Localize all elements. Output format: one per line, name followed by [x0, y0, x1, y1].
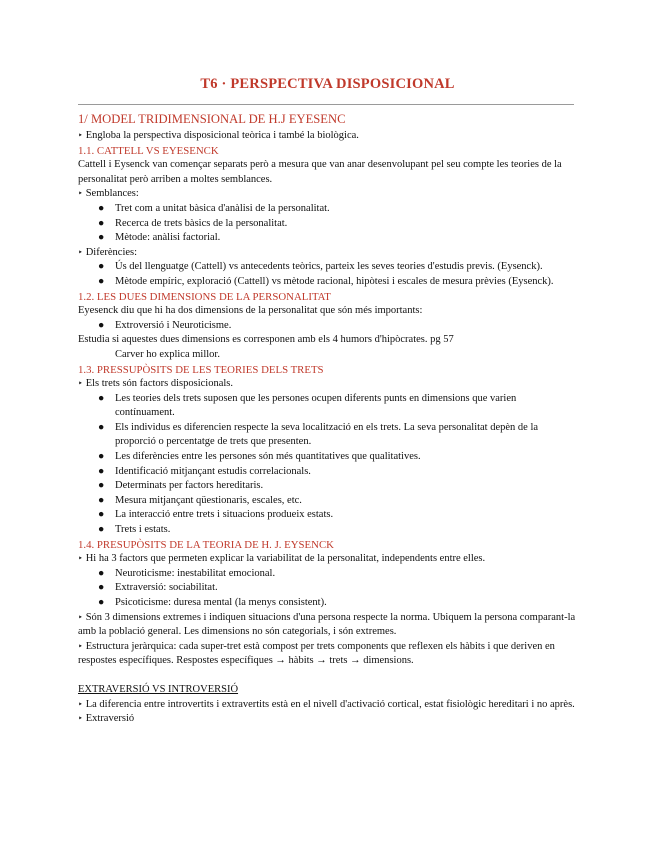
triangle-bullet-icon: ‣: [78, 379, 83, 389]
subsection-heading-cattell: 1.1. CATTELL VS EYESENCK: [78, 144, 219, 157]
list-item: ● Psicoticisme: duresa mental (la menys consistent).: [78, 596, 576, 611]
section-heading-model: 1/ MODEL TRIDIMENSIONAL DE H.J EYESENC: [78, 112, 346, 126]
list-item: ● Determinats per factors hereditaris.: [78, 479, 576, 494]
title-divider: [78, 104, 574, 105]
paragraph: ‣ Els trets són factors disposicionals.: [78, 378, 233, 390]
list-item: ● Mesura mitjançant qüestionaris, escales, etc.: [78, 494, 576, 509]
bullet-icon: ●: [98, 217, 105, 229]
triangle-bullet-icon: ‣: [78, 554, 83, 564]
triangle-bullet-icon: ‣: [78, 714, 83, 724]
paragraph: ‣ La diferencia entre introvertits i extravertits està en el nivell d'activació cortical, estat fisiològic hereditari i no après.: [78, 698, 575, 710]
triangle-bullet-icon: ‣: [78, 699, 83, 709]
bullet-icon: ●: [98, 465, 105, 477]
paragraph: Estudia si aquestes dues dimensions es corresponen amb els 4 humors d'hipòcrates. pg 57: [78, 334, 454, 346]
bullet-icon: ●: [98, 392, 105, 404]
pressuposits-list: [78, 392, 576, 538]
paragraph: ‣ Extraversió: [78, 713, 135, 725]
bullet-icon: ●: [98, 232, 105, 244]
paragraph: ‣ Diferències:: [78, 246, 138, 258]
paragraph: Carver ho explica millor.: [115, 348, 220, 360]
paragraph: ‣ Semblances:: [78, 188, 139, 200]
page-title: T6 · PERSPECTIVA DISPOSICIONAL: [200, 76, 455, 92]
subsection-heading-pressuposits: 1.3. PRESSUPÒSITS DE LES TEORIES DELS TRETS: [78, 363, 324, 376]
list-item: ● Tret com a unitat bàsica d'anàlisi de la personalitat.: [78, 202, 576, 217]
bullet-icon: ●: [98, 202, 105, 214]
bullet-icon: ●: [98, 261, 105, 273]
document-body: [78, 110, 576, 727]
list-item: ● Trets i estats.: [78, 523, 576, 538]
list-item: ● Extraversió: sociabilitat.: [78, 581, 576, 596]
paragraph: ‣ Engloba la perspectiva disposicional teòrica i també la biològica.: [78, 130, 359, 141]
subsection-heading-dimensions: 1.2. LES DUES DIMENSIONS DE LA PERSONALITAT: [78, 290, 331, 303]
list-item: ● Recerca de trets bàsics de la personalitat.: [78, 217, 576, 232]
list-item: ● La interacció entre trets i situacions produeix estats.: [78, 508, 576, 523]
triangle-bullet-icon: ‣: [78, 247, 83, 257]
bullet-icon: ●: [98, 319, 105, 331]
paragraph: ‣ Estructura jeràrquica: cada super-tret està compost per trets components que reflexen els hàbits i que deriven en respostes específiques. Respostes específiques → hàbits → trets → dimensions.: [78, 640, 555, 667]
section-heading-extraversio: EXTRAVERSIÓ VS INTROVERSIÓ: [78, 683, 239, 695]
list-item: ● Ús del llenguatge (Cattell) vs antecedents teòrics, parteix les seves teories d'estudis previs. (Eysenck).: [78, 260, 576, 275]
paragraph: Cattell i Eysenck van començar separats però a mesura que van anar desenvolupant pel seu compte les teories de la personalitat però arriben a moltes semblances.: [78, 159, 562, 185]
bullet-icon: ●: [98, 582, 105, 594]
paragraph: ‣ Hi ha 3 factors que permeten explicar la variabilitat de la personalitat, independents entre elles.: [78, 553, 486, 565]
triangle-bullet-icon: ‣: [78, 612, 83, 622]
dimensions-list: [78, 319, 576, 334]
paragraph: ‣ Són 3 dimensions extremes i indiquen situacions d'una persona respecte la norma. Ubiquem la persona comparant-la amb la població general. Les dimensions no són categorials, i són extremes.: [78, 611, 576, 638]
list-item: ● Els individus es diferencien respecte la seva localització en els trets. La seva personalitat depèn de la proporció o percentatge de trets que presenten.: [98, 421, 539, 448]
list-item: ● Mètode empíric, exploració (Cattell) vs mètode racional, hipòtesi i escales de mesura prèvies (Eysenck).: [78, 275, 576, 290]
factors-list: [78, 567, 576, 611]
bullet-icon: ●: [98, 421, 105, 433]
triangle-bullet-icon: ‣: [78, 641, 83, 651]
diferencies-list: [78, 260, 576, 289]
list-item: ● Mètode: anàlisi factorial.: [78, 231, 576, 246]
bullet-icon: ●: [98, 597, 105, 608]
bullet-icon: ●: [98, 451, 105, 463]
bullet-icon: ●: [98, 509, 105, 521]
list-item: ● Neuroticisme: inestabilitat emocional.: [78, 567, 576, 582]
list-item: ● Identificació mitjançant estudis correlacionals.: [78, 465, 576, 480]
bullet-icon: ●: [98, 524, 105, 536]
bullet-icon: ●: [98, 494, 105, 506]
subsection-heading-eysenck: 1.4. PRESUPÒSITS DE LA TEORIA DE H. J. EYSENCK: [78, 538, 334, 551]
spacer: [78, 669, 576, 683]
bullet-icon: ●: [98, 567, 105, 579]
paragraph: Eyesenck diu que hi ha dos dimensions de la personalitat que són més importants:: [78, 305, 423, 317]
triangle-bullet-icon: ‣: [78, 189, 83, 199]
bullet-icon: ●: [98, 275, 105, 287]
list-item: ● Extroversió i Neuroticisme.: [78, 319, 576, 334]
list-item: ● Les diferències entre les persones són més quantitatives que qualitatives.: [78, 450, 576, 465]
list-item: ● Les teories dels trets suposen que les persones ocupen diferents punts en dimensions que varien contínuament.: [98, 392, 517, 419]
bullet-icon: ●: [98, 480, 105, 492]
semblances-list: [78, 202, 576, 246]
triangle-bullet-icon: ‣: [78, 131, 83, 140]
